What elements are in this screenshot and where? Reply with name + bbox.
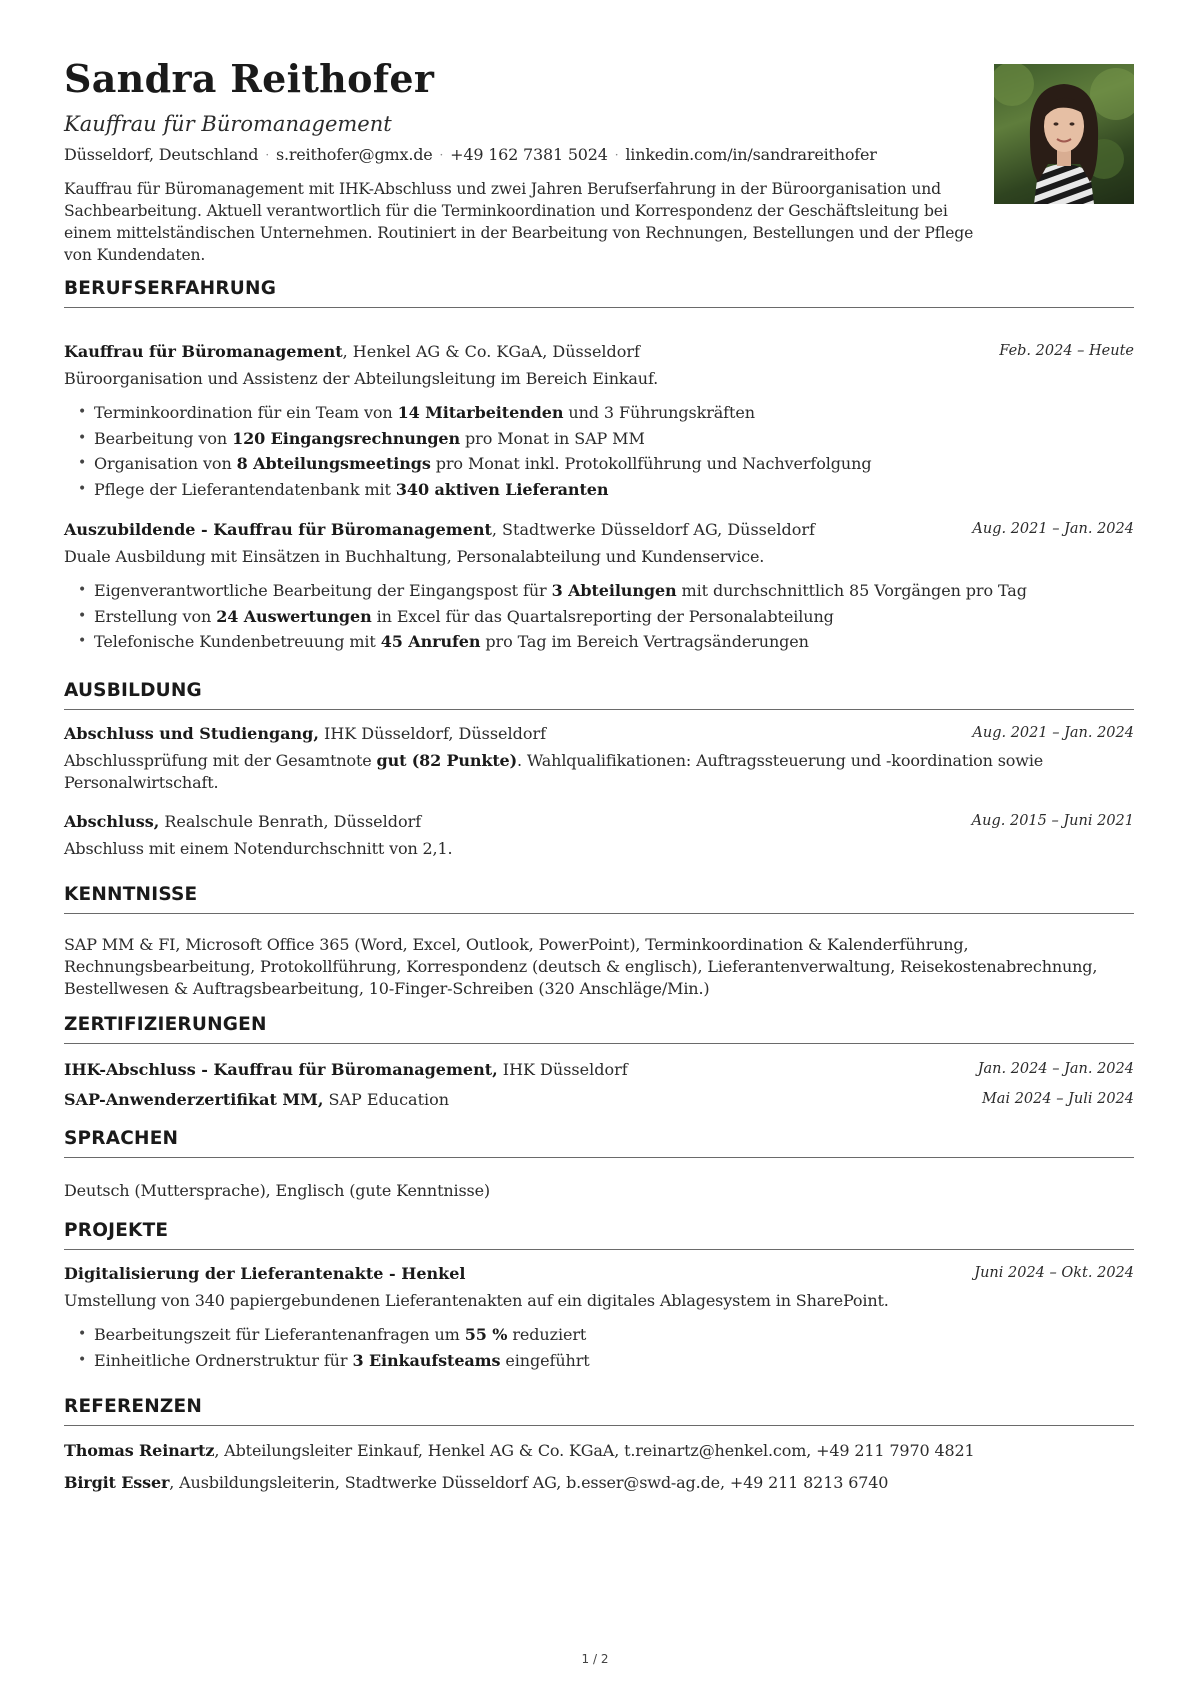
project-description: Umstellung von 340 papiergebundenen Lieferantenakten auf ein digitales Ablagesystem in SharePoint. (64, 1291, 889, 1310)
contact-line (64, 145, 877, 164)
reference-name: Birgit Esser (64, 1473, 170, 1492)
section-title-languages: SPRACHEN (64, 1128, 179, 1149)
contact-email[interactable]: s.reithofer@gmx.de (275, 145, 433, 164)
section-projects (64, 1220, 1134, 1250)
list-item: • Terminkoordination für ein Team von 14 Mitarbeitenden und 3 Führungskräften (64, 400, 1134, 426)
certification-entry (64, 1060, 1134, 1084)
project-entry (64, 1264, 1134, 1373)
contact-linkedin[interactable]: linkedin.com/in/sandrareithofer (625, 145, 877, 164)
project-title: Digitalisierung der Lieferantenakte - Henkel (64, 1264, 466, 1283)
section-title-education: AUSBILDUNG (64, 680, 202, 701)
job-description: Duale Ausbildung mit Einsätzen in Buchhaltung, Personalabteilung und Kundenservice. (64, 547, 765, 566)
degree-title: Abschluss und Studiengang, (64, 724, 319, 743)
experience-entry-header (64, 342, 1134, 366)
education-date: Aug. 2021 – Jan. 2024 (972, 725, 1134, 741)
section-divider (64, 1043, 1134, 1044)
education-entry-header (64, 812, 1134, 836)
job-date: Aug. 2021 – Jan. 2024 (972, 521, 1134, 537)
contact-location: Düsseldorf, Deutschland (64, 145, 259, 164)
job-achievements (64, 400, 1134, 502)
school-name: Realschule Benrath, Düsseldorf (159, 812, 422, 831)
section-divider (64, 307, 1134, 308)
profile-summary: Kauffrau für Büromanagement mit IHK-Abschluss und zwei Jahren Berufserfahrung in der Büroorganisation und Sachbearbeitung. Aktuell verantwortlich für die Terminkoordination und Korrespondenz der Geschäftsleitung bei einem mittelständischen Unternehmen. Routiniert in der Bearbeitung von Rechnungen, Bestellungen und der Pflege von Kundendaten. (64, 180, 974, 264)
reference-entry (64, 1440, 1134, 1462)
experience-entry (64, 520, 1134, 655)
section-languages (64, 1128, 1134, 1158)
list-item: • Bearbeitung von 120 Eingangsrechnungen pro Monat in SAP MM (64, 426, 1134, 452)
experience-entry-header (64, 520, 1134, 544)
reference-name: Thomas Reinartz (64, 1441, 215, 1460)
section-title-certifications: ZERTIFIZIERUNGEN (64, 1014, 267, 1035)
list-item: • Erstellung von 24 Auswertungen in Excel für das Quartalsreporting der Personalabteilung (64, 604, 1134, 630)
education-description: Abschluss mit einem Notendurchschnitt von 2,1. (64, 839, 453, 858)
list-item: • Bearbeitungszeit für Lieferantenanfragen um 55 % reduziert (64, 1322, 1134, 1348)
education-entry-header (64, 724, 1134, 748)
education-description: Abschlussprüfung mit der Gesamtnote gut (82 Punkte). Wahlqualifikationen: Auftragssteuerung und -koordination sowie Personalwirtschaft. (64, 751, 1044, 792)
section-divider (64, 1425, 1134, 1426)
certification-issuer: IHK Düsseldorf (497, 1060, 628, 1079)
languages-list: Deutsch (Muttersprache), Englisch (gute Kenntnisse) (64, 1181, 491, 1200)
education-date: Aug. 2015 – Juni 2021 (971, 813, 1134, 829)
candidate-headline: Kauffrau für Büromanagement (64, 112, 392, 136)
contact-separator: · (439, 148, 444, 162)
skills-list: SAP MM & FI, Microsoft Office 365 (Word, Excel, Outlook, PowerPoint), Terminkoordination & Kalenderführung, Rechnungsbearbeitung, Protokollführung, Korrespondenz (deutsch & englisch), Lieferantenverwaltung, Reisekostenabrechnung, Bestellwesen & Auftragsbearbeitung, 10-Finger-Schreiben (320 Anschläge/Min.) (64, 935, 1098, 998)
job-title: Auszubildende - Kauffrau für Büromanagement (64, 520, 492, 539)
certification-date: Mai 2024 – Juli 2024 (981, 1091, 1134, 1107)
resume-page (64, 0, 1134, 1683)
job-description: Büroorganisation und Assistenz der Abteilungsleitung im Bereich Einkauf. (64, 369, 659, 388)
section-skills (64, 884, 1134, 914)
list-item: • Einheitliche Ordnerstruktur für 3 Einkaufsteams eingeführt (64, 1348, 1134, 1374)
list-item: • Telefonische Kundenbetreuung mit 45 Anrufen pro Tag im Bereich Vertragsänderungen (64, 629, 1134, 655)
list-item: • Pflege der Lieferantendatenbank mit 340 aktiven Lieferanten (64, 477, 1134, 503)
project-entry-header (64, 1264, 1134, 1288)
contact-separator: · (265, 148, 269, 162)
section-certifications (64, 1014, 1134, 1044)
contact-separator: · (614, 148, 619, 162)
reference-details: , Abteilungsleiter Einkauf, Henkel AG & Co. KGaA, t.reinartz@henkel.com, +49 211 7970 4821 (214, 1441, 975, 1460)
page-number: 1 / 2 (581, 1652, 609, 1666)
job-title: Kauffrau für Büromanagement (64, 342, 343, 361)
candidate-name: Sandra Reithofer (64, 56, 435, 101)
certification-date: Jan. 2024 – Jan. 2024 (977, 1061, 1134, 1077)
education-entry (64, 812, 1134, 860)
certification-entry (64, 1090, 1134, 1114)
school-name: IHK Düsseldorf, Düsseldorf (318, 724, 547, 743)
section-divider (64, 1157, 1134, 1158)
section-title-references: REFERENZEN (64, 1396, 203, 1417)
certification-entry-header (64, 1060, 1134, 1084)
education-entry (64, 724, 1134, 794)
section-title-experience: BERUFSERFAHRUNG (64, 278, 277, 299)
certification-entry-header (64, 1090, 1134, 1114)
list-item: • Eigenverantwortliche Bearbeitung der Eingangspost für 3 Abteilungen mit durchschnittlich 85 Vorgängen pro Tag (64, 578, 1134, 604)
section-title-skills: KENNTNISSE (64, 884, 198, 905)
project-date: Juni 2024 – Okt. 2024 (974, 1265, 1134, 1281)
project-achievements (64, 1322, 1134, 1373)
section-experience (64, 278, 1134, 308)
portrait-icon (994, 64, 1134, 204)
reference-details: , Ausbildungsleiterin, Stadtwerke Düsseldorf AG, b.esser@swd-ag.de, +49 211 8213 6740 (169, 1473, 889, 1492)
section-title-projects: PROJEKTE (64, 1220, 169, 1241)
degree-title: Abschluss, (64, 812, 160, 831)
contact-phone[interactable]: +49 162 7381 5024 (450, 145, 608, 164)
certification-title: IHK-Abschluss - Kauffrau für Büromanagement, (64, 1060, 498, 1079)
job-achievements (64, 578, 1134, 655)
reference-entry (64, 1472, 1134, 1494)
job-employer: , Stadtwerke Düsseldorf AG, Düsseldorf (491, 520, 815, 539)
experience-entry (64, 342, 1134, 502)
section-divider (64, 709, 1134, 710)
section-education (64, 680, 1134, 710)
certification-title: SAP-Anwenderzertifikat MM, (64, 1090, 324, 1109)
section-references (64, 1396, 1134, 1426)
resume-header (64, 0, 1134, 268)
certification-issuer: SAP Education (323, 1090, 450, 1109)
profile-photo (994, 64, 1134, 204)
job-employer: , Henkel AG & Co. KGaA, Düsseldorf (342, 342, 640, 361)
list-item: • Organisation von 8 Abteilungsmeetings pro Monat inkl. Protokollführung und Nachverfolgung (64, 451, 1134, 477)
section-divider (64, 1249, 1134, 1250)
job-date: Feb. 2024 – Heute (999, 343, 1134, 359)
section-divider (64, 913, 1134, 914)
